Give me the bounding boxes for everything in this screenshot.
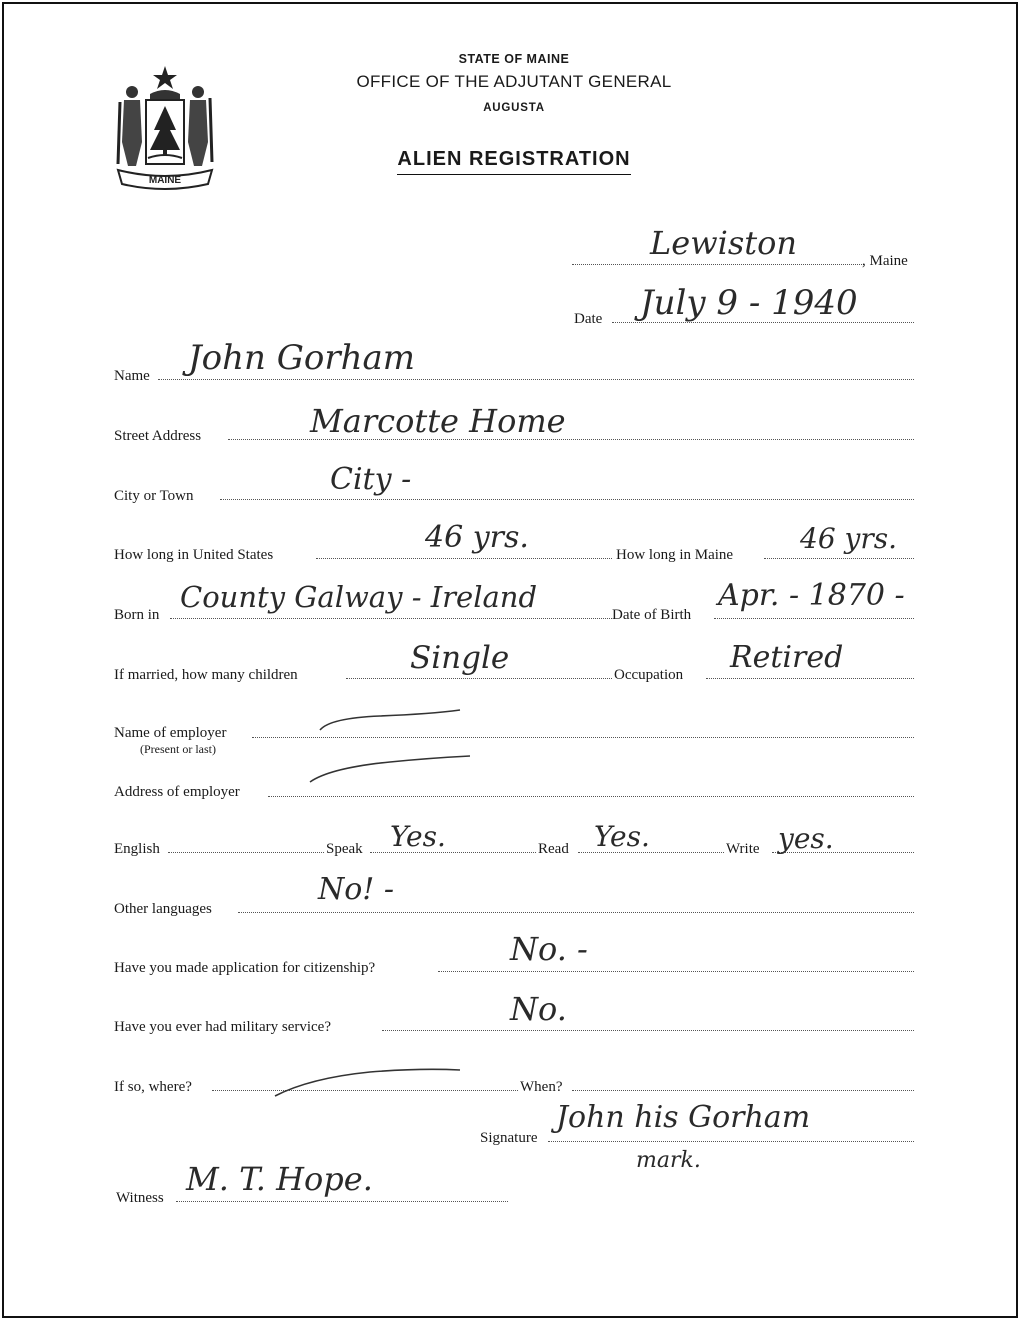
read-entry: Yes. xyxy=(594,820,650,853)
write-entry: yes. xyxy=(778,822,834,855)
born-in-label: Born in xyxy=(114,607,160,623)
how-long-maine-label: How long in Maine xyxy=(616,547,734,563)
how-long-us-line xyxy=(316,558,612,559)
name-entry: John Gorham xyxy=(188,338,415,378)
office-heading: OFFICE OF THE ADJUTANT GENERAL xyxy=(356,72,672,91)
city-town-line xyxy=(220,499,914,500)
other-languages-entry: No! - xyxy=(318,872,395,907)
military-line xyxy=(382,1030,914,1031)
married-children-label: If married, how many children xyxy=(114,667,298,683)
english-line xyxy=(168,852,324,853)
date-of-birth-label: Date of Birth xyxy=(612,607,692,623)
employer-address-line xyxy=(268,796,914,797)
form-border xyxy=(2,2,1018,1318)
signature-label: Signature xyxy=(480,1130,538,1146)
how-long-maine-line xyxy=(764,558,914,559)
signature-entry: John his Gorham xyxy=(556,1100,811,1135)
street-label: Street Address xyxy=(114,428,202,444)
married-children-line xyxy=(346,678,612,679)
how-long-maine-entry: 46 yrs. xyxy=(800,522,898,555)
form-title: ALIEN REGISTRATION xyxy=(2,148,1024,175)
where-label: If so, where? xyxy=(114,1079,192,1095)
employer-label: Name of employer xyxy=(114,725,227,741)
citizenship-label: Have you made application for citizenship? xyxy=(114,960,376,976)
write-label: Write xyxy=(726,841,760,857)
city-town-label: City or Town xyxy=(114,488,194,504)
other-languages-label: Other languages xyxy=(114,901,212,917)
date-of-birth-entry: Apr. - 1870 - xyxy=(718,578,905,613)
occupation-line xyxy=(706,678,914,679)
employer-note: (Present or last) xyxy=(140,742,216,756)
city-heading: AUGUSTA xyxy=(483,102,545,114)
date-entry: July 9 - 1940 xyxy=(640,283,858,323)
where-dash-stroke xyxy=(270,1062,470,1102)
name-line xyxy=(158,379,914,380)
born-in-entry: County Galway - Ireland xyxy=(180,580,538,614)
date-of-birth-line xyxy=(714,618,914,619)
english-label: English xyxy=(114,841,160,857)
svg-text:MAINE: MAINE xyxy=(148,175,182,186)
witness-entry: M. T. Hope. xyxy=(186,1160,373,1198)
maine-label: , Maine xyxy=(862,253,908,269)
when-label: When? xyxy=(520,1079,563,1095)
military-label: Have you ever had military service? xyxy=(114,1019,331,1035)
employer-address-dash-stroke xyxy=(300,750,480,790)
city-town-entry: City - xyxy=(330,462,412,497)
occupation-entry: Retired xyxy=(730,640,844,675)
citizenship-entry: No. - xyxy=(510,930,588,968)
how-long-us-entry: 46 yrs. xyxy=(425,520,529,555)
born-in-line xyxy=(170,618,612,619)
children-entry: Single xyxy=(410,640,510,676)
military-entry: No. xyxy=(510,990,567,1028)
other-languages-line xyxy=(238,912,914,913)
when-line xyxy=(572,1090,914,1091)
name-label: Name xyxy=(114,368,150,384)
street-entry: Marcotte Home xyxy=(310,402,566,440)
employer-dash-stroke xyxy=(300,700,480,740)
speak-entry: Yes. xyxy=(390,820,446,853)
signature-line xyxy=(548,1141,914,1142)
city-line xyxy=(572,264,864,265)
read-label: Read xyxy=(538,841,569,857)
witness-line xyxy=(176,1201,508,1202)
employer-address-label: Address of employer xyxy=(114,784,240,800)
witness-label: Witness xyxy=(116,1190,164,1206)
state-heading: STATE OF MAINE xyxy=(458,52,570,66)
signature-mark-note: mark. xyxy=(636,1148,701,1173)
how-long-us-label: How long in United States xyxy=(114,547,274,563)
citizenship-line xyxy=(438,971,914,972)
date-label: Date xyxy=(574,311,603,327)
occupation-label: Occupation xyxy=(614,667,684,683)
speak-label: Speak xyxy=(326,841,363,857)
city-entry: Lewiston xyxy=(650,224,797,262)
